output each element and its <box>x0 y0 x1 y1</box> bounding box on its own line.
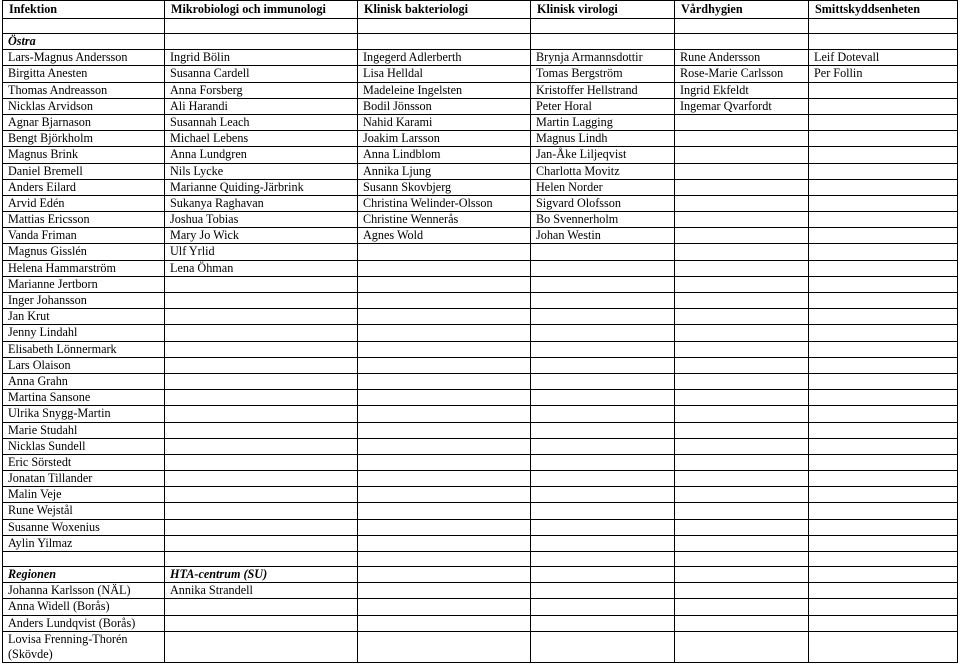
empty-cell <box>358 567 531 583</box>
name-cell <box>675 341 809 357</box>
name-cell <box>675 179 809 195</box>
name-cell: Susannah Leach <box>165 114 358 130</box>
name-cell <box>531 373 675 389</box>
empty-cell <box>531 567 675 583</box>
table-row <box>3 341 958 357</box>
name-cell <box>358 631 531 662</box>
name-cell <box>675 583 809 599</box>
name-cell: Anna Lundgren <box>165 147 358 163</box>
name-cell: Ingemar Qvarfordt <box>675 98 809 114</box>
name-cell: Jan-Åke Liljeqvist <box>531 147 675 163</box>
name-cell: Anders Lundqvist (Borås) <box>3 615 165 631</box>
name-cell <box>531 583 675 599</box>
name-cell <box>809 179 958 195</box>
name-cell <box>809 438 958 454</box>
name-cell <box>675 260 809 276</box>
name-cell <box>675 487 809 503</box>
name-cell <box>675 519 809 535</box>
name-cell: Agnar Bjarnason <box>3 114 165 130</box>
spacer-row <box>3 552 958 567</box>
name-cell: Anders Eilard <box>3 179 165 195</box>
table-row <box>3 309 958 325</box>
name-cell <box>809 357 958 373</box>
name-cell: Birgitta Anesten <box>3 66 165 82</box>
name-cell: Vanda Friman <box>3 228 165 244</box>
name-cell <box>531 422 675 438</box>
table-row <box>3 438 958 454</box>
name-cell: Marianne Jertborn <box>3 276 165 292</box>
name-cell: Daniel Bremell <box>3 163 165 179</box>
name-cell <box>809 309 958 325</box>
name-cell <box>165 519 358 535</box>
name-cell: Ingegerd Adlerberth <box>358 50 531 66</box>
name-cell: Magnus Brink <box>3 147 165 163</box>
name-cell: Charlotta Movitz <box>531 163 675 179</box>
name-cell <box>358 503 531 519</box>
name-cell <box>165 535 358 551</box>
name-cell: Ingrid Ekfeldt <box>675 82 809 98</box>
name-cell <box>531 599 675 615</box>
name-cell <box>809 406 958 422</box>
name-cell <box>809 535 958 551</box>
name-cell <box>358 535 531 551</box>
name-cell <box>358 471 531 487</box>
name-cell <box>675 373 809 389</box>
name-cell <box>809 599 958 615</box>
name-cell: Nicklas Sundell <box>3 438 165 454</box>
name-cell <box>531 357 675 373</box>
table-row <box>3 276 958 292</box>
name-cell: Leif Dotevall <box>809 50 958 66</box>
name-cell <box>675 276 809 292</box>
name-cell: Madeleine Ingelsten <box>358 82 531 98</box>
table-row <box>3 98 958 114</box>
name-cell: Nahid Karami <box>358 114 531 130</box>
table-row <box>3 179 958 195</box>
table-row <box>3 325 958 341</box>
table-row <box>3 406 958 422</box>
section-label: Östra <box>3 34 165 50</box>
name-cell: Lisa Helldal <box>358 66 531 82</box>
name-cell <box>165 422 358 438</box>
table-row <box>3 50 958 66</box>
name-cell: Bo Svennerholm <box>531 212 675 228</box>
name-cell <box>358 276 531 292</box>
name-cell <box>809 276 958 292</box>
section-label-hta: HTA-centrum (SU) <box>165 567 358 583</box>
name-cell <box>675 503 809 519</box>
empty-cell <box>165 34 358 50</box>
name-cell: Lena Öhman <box>165 260 358 276</box>
name-cell: Lars Olaison <box>3 357 165 373</box>
name-cell <box>675 147 809 163</box>
name-cell <box>809 147 958 163</box>
name-cell: Marianne Quiding-Järbrink <box>165 179 358 195</box>
table-row <box>3 163 958 179</box>
name-cell <box>675 293 809 309</box>
name-cell: Marie Studahl <box>3 422 165 438</box>
name-cell: Elisabeth Lönnermark <box>3 341 165 357</box>
name-cell: Ulf Yrlid <box>165 244 358 260</box>
name-cell <box>358 583 531 599</box>
table-row <box>3 454 958 470</box>
name-cell <box>809 341 958 357</box>
name-cell <box>358 357 531 373</box>
table-row <box>3 228 958 244</box>
name-cell: Kristoffer Hellstrand <box>531 82 675 98</box>
header-vardhygien: Vårdhygien <box>675 1 809 19</box>
name-cell: Susanna Cardell <box>165 66 358 82</box>
name-cell <box>531 503 675 519</box>
name-cell: Joakim Larsson <box>358 131 531 147</box>
name-cell <box>358 244 531 260</box>
table-row <box>3 66 958 82</box>
name-cell: Brynja Armannsdottir <box>531 50 675 66</box>
name-cell <box>165 599 358 615</box>
name-cell <box>531 615 675 631</box>
name-cell <box>809 503 958 519</box>
name-cell <box>165 293 358 309</box>
name-cell: Ingrid Bölin <box>165 50 358 66</box>
section-row <box>3 34 958 50</box>
table-row <box>3 293 958 309</box>
empty-cell <box>358 34 531 50</box>
name-cell <box>531 519 675 535</box>
name-cell <box>531 390 675 406</box>
name-cell <box>358 325 531 341</box>
empty-cell <box>531 34 675 50</box>
name-cell <box>809 260 958 276</box>
name-cell <box>809 615 958 631</box>
name-cell <box>809 212 958 228</box>
name-cell <box>809 487 958 503</box>
name-cell <box>675 114 809 130</box>
header-mikrobiologi: Mikrobiologi och immunologi <box>165 1 358 19</box>
table-row <box>3 599 958 615</box>
name-cell: Ali Harandi <box>165 98 358 114</box>
name-cell: Peter Horal <box>531 98 675 114</box>
header-klinisk-virologi: Klinisk virologi <box>531 1 675 19</box>
staff-table <box>2 0 958 663</box>
name-cell <box>165 276 358 292</box>
header-row <box>3 1 958 19</box>
name-cell <box>675 438 809 454</box>
table-row <box>3 82 958 98</box>
staff-table-body <box>3 1 958 663</box>
table-row <box>3 583 958 599</box>
name-cell: Rose-Marie Carlsson <box>675 66 809 82</box>
name-cell <box>809 325 958 341</box>
name-cell: Martin Lagging <box>531 114 675 130</box>
table-row <box>3 195 958 211</box>
table-row <box>3 131 958 147</box>
name-cell <box>675 615 809 631</box>
name-cell: Sigvard Olofsson <box>531 195 675 211</box>
name-cell <box>675 535 809 551</box>
name-cell <box>809 390 958 406</box>
name-cell <box>358 390 531 406</box>
name-cell <box>165 309 358 325</box>
name-cell <box>675 422 809 438</box>
name-cell: Susanne Woxenius <box>3 519 165 535</box>
name-cell: Lars-Magnus Andersson <box>3 50 165 66</box>
name-cell: Annika Strandell <box>165 583 358 599</box>
name-cell <box>675 325 809 341</box>
name-cell <box>165 373 358 389</box>
name-cell: Annika Ljung <box>358 163 531 179</box>
name-cell <box>531 406 675 422</box>
name-cell <box>358 260 531 276</box>
name-cell <box>809 98 958 114</box>
name-cell: Jenny Lindahl <box>3 325 165 341</box>
table-row <box>3 260 958 276</box>
name-cell: Inger Johansson <box>3 293 165 309</box>
table-row <box>3 244 958 260</box>
name-cell <box>809 373 958 389</box>
name-cell <box>675 195 809 211</box>
name-cell: Helen Norder <box>531 179 675 195</box>
name-cell: Christina Welinder-Olsson <box>358 195 531 211</box>
name-cell: Anna Grahn <box>3 373 165 389</box>
name-cell <box>165 503 358 519</box>
name-cell <box>809 631 958 662</box>
name-cell: Bodil Jönsson <box>358 98 531 114</box>
name-cell <box>165 357 358 373</box>
name-cell: Rune Wejstål <box>3 503 165 519</box>
name-cell <box>165 406 358 422</box>
header-smittskydd: Smittskyddsenheten <box>809 1 958 19</box>
name-cell <box>809 583 958 599</box>
name-cell <box>675 471 809 487</box>
name-cell <box>675 390 809 406</box>
table-row <box>3 147 958 163</box>
name-cell: Joshua Tobias <box>165 212 358 228</box>
name-cell <box>358 599 531 615</box>
name-cell <box>809 82 958 98</box>
name-cell <box>358 373 531 389</box>
name-cell <box>675 163 809 179</box>
name-cell: Aylin Yilmaz <box>3 535 165 551</box>
name-cell: Lovisa Frenning-Thorén (Skövde) <box>3 631 165 662</box>
name-cell: Martina Sansone <box>3 390 165 406</box>
name-cell: Anna Lindblom <box>358 147 531 163</box>
name-cell: Arvid Edén <box>3 195 165 211</box>
name-cell <box>675 406 809 422</box>
name-cell: Jonatan Tillander <box>3 471 165 487</box>
name-cell <box>531 325 675 341</box>
name-cell: Magnus Gisslén <box>3 244 165 260</box>
name-cell <box>675 357 809 373</box>
name-cell: Mattias Ericsson <box>3 212 165 228</box>
table-row <box>3 615 958 631</box>
name-cell <box>531 244 675 260</box>
name-cell <box>165 471 358 487</box>
name-cell: Jan Krut <box>3 309 165 325</box>
name-cell <box>531 535 675 551</box>
name-cell: Anna Widell (Borås) <box>3 599 165 615</box>
name-cell: Magnus Lindh <box>531 131 675 147</box>
name-cell <box>809 163 958 179</box>
name-cell <box>675 309 809 325</box>
name-cell: Bengt Björkholm <box>3 131 165 147</box>
name-cell <box>358 519 531 535</box>
name-cell <box>675 631 809 662</box>
name-cell <box>165 487 358 503</box>
name-cell <box>675 228 809 244</box>
name-cell <box>675 599 809 615</box>
name-cell: Malin Veje <box>3 487 165 503</box>
name-cell: Eric Sörstedt <box>3 454 165 470</box>
name-cell <box>809 195 958 211</box>
name-cell: Per Follin <box>809 66 958 82</box>
name-cell <box>358 454 531 470</box>
name-cell <box>675 454 809 470</box>
name-cell <box>809 293 958 309</box>
name-cell: Sukanya Raghavan <box>165 195 358 211</box>
spacer-row <box>3 19 958 34</box>
name-cell <box>809 131 958 147</box>
name-cell <box>165 438 358 454</box>
name-cell <box>165 631 358 662</box>
name-cell <box>675 131 809 147</box>
name-cell <box>531 293 675 309</box>
name-cell <box>358 438 531 454</box>
name-cell <box>531 454 675 470</box>
table-row <box>3 357 958 373</box>
section-row <box>3 567 958 583</box>
name-cell: Nils Lycke <box>165 163 358 179</box>
name-cell <box>165 325 358 341</box>
table-row <box>3 631 958 662</box>
name-cell: Johanna Karlsson (NÄL) <box>3 583 165 599</box>
name-cell <box>531 276 675 292</box>
name-cell <box>809 454 958 470</box>
name-cell <box>809 228 958 244</box>
name-cell <box>358 341 531 357</box>
name-cell <box>165 341 358 357</box>
name-cell <box>165 390 358 406</box>
name-cell <box>809 114 958 130</box>
table-row <box>3 471 958 487</box>
name-cell <box>531 471 675 487</box>
name-cell: Michael Lebens <box>165 131 358 147</box>
header-infektion: Infektion <box>3 1 165 19</box>
name-cell <box>531 309 675 325</box>
name-cell: Agnes Wold <box>358 228 531 244</box>
table-row <box>3 535 958 551</box>
name-cell: Mary Jo Wick <box>165 228 358 244</box>
name-cell <box>675 244 809 260</box>
table-row <box>3 519 958 535</box>
name-cell <box>809 471 958 487</box>
name-cell <box>809 422 958 438</box>
name-cell <box>165 615 358 631</box>
name-cell <box>358 487 531 503</box>
table-row <box>3 373 958 389</box>
table-row <box>3 212 958 228</box>
name-cell: Johan Westin <box>531 228 675 244</box>
empty-cell <box>675 34 809 50</box>
section-label-regionen: Regionen <box>3 567 165 583</box>
name-cell <box>531 260 675 276</box>
table-row <box>3 422 958 438</box>
name-cell: Susann Skovbjerg <box>358 179 531 195</box>
name-cell: Tomas Bergström <box>531 66 675 82</box>
header-klinisk-bakteriologi: Klinisk bakteriologi <box>358 1 531 19</box>
name-cell <box>531 487 675 503</box>
name-cell <box>675 212 809 228</box>
table-row <box>3 487 958 503</box>
name-cell: Helena Hammarström <box>3 260 165 276</box>
name-cell <box>809 519 958 535</box>
name-cell <box>809 244 958 260</box>
name-cell <box>531 438 675 454</box>
name-cell <box>358 422 531 438</box>
table-row <box>3 390 958 406</box>
name-cell: Nicklas Arvidson <box>3 98 165 114</box>
name-cell <box>165 454 358 470</box>
name-cell <box>358 406 531 422</box>
table-row <box>3 503 958 519</box>
name-cell: Anna Forsberg <box>165 82 358 98</box>
name-cell <box>531 631 675 662</box>
name-cell: Christine Wennerås <box>358 212 531 228</box>
name-cell: Thomas Andreasson <box>3 82 165 98</box>
name-cell <box>531 341 675 357</box>
empty-cell <box>809 34 958 50</box>
empty-cell <box>809 567 958 583</box>
name-cell: Rune Andersson <box>675 50 809 66</box>
name-cell <box>358 309 531 325</box>
name-cell: Ulrika Snygg-Martin <box>3 406 165 422</box>
empty-cell <box>675 567 809 583</box>
name-cell <box>358 293 531 309</box>
name-cell <box>358 615 531 631</box>
table-row <box>3 114 958 130</box>
